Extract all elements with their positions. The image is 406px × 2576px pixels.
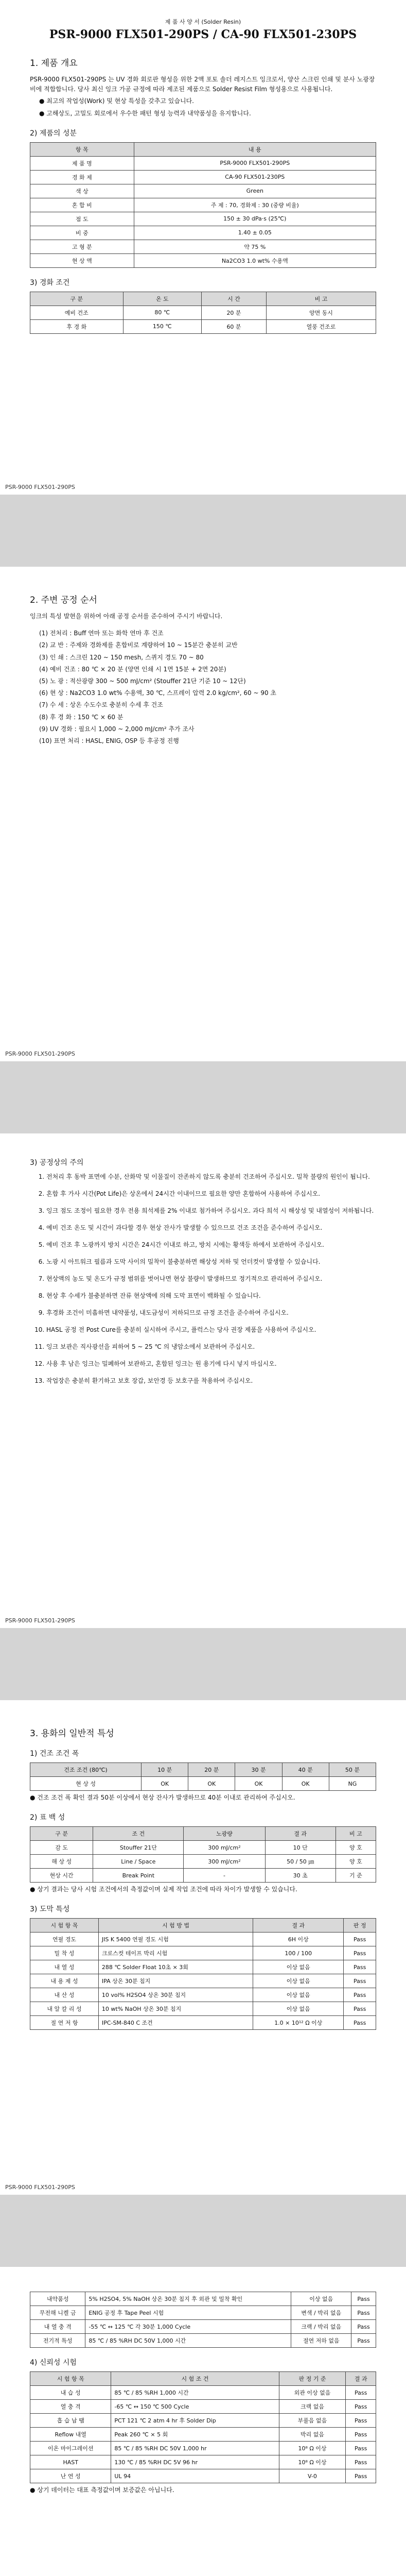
reliability-heading: 4) 신뢰성 시험: [30, 2359, 77, 2367]
table-row-cell: NG: [329, 1777, 376, 1791]
table-row-cell: 150 ± 30 dPa·s (25℃): [134, 212, 376, 226]
sensitivity-heading: 2) 표 백 성: [30, 1814, 65, 1822]
table-row-cell: 1.40 ± 0.05: [134, 226, 376, 240]
table-row-cell: 양면 동시: [266, 306, 376, 319]
table-row-cell: 85 ℃ / 85 %RH DC 50V 1,000 hr: [111, 2442, 279, 2455]
table-row-cell: 절연 저하 없음: [291, 2334, 351, 2348]
doc-title: PSR-9000 FLX501-290PS / CA-90 FLX501-230PS: [49, 28, 357, 41]
table-row-cell: 5% H2SO4, 5% NaOH 상온 30분 침지 후 외관 및 밀착 확인: [85, 2292, 291, 2306]
table-row-cell: 10⁸ Ω 이상: [279, 2442, 346, 2455]
table-row-cell: Pass: [346, 2455, 376, 2469]
reliability-note: ● 상기 데이터는 대표 측정값이며 보증값은 아닙니다.: [30, 2486, 174, 2494]
film-heading: 3) 도막 특성: [30, 1905, 70, 1914]
process-note: 9. 후경화 조건이 미흡하면 내약품성, 내도금성이 저하되므로 규정 조건을 준수하여 주십시오.: [46, 1308, 376, 1318]
table-row: [30, 2292, 376, 2306]
process-steps: [30, 629, 376, 746]
table-row-cell: 비 중: [30, 226, 134, 240]
table-row-cell: 현상 시간: [30, 1869, 93, 1883]
column-header: 판 정 기 준: [279, 2372, 346, 2386]
table-row-cell: 흡 습 납 땜: [30, 2414, 111, 2428]
table-row-cell: PSR-9000 FLX501-290PS: [134, 156, 376, 170]
table-row-cell: 10 vol% H2SO4 상온 30분 침지: [98, 1988, 253, 2002]
table-row: [30, 170, 376, 184]
table-row-cell: 내 산 성: [30, 1988, 99, 2002]
table-row-cell: 양 호: [336, 1841, 376, 1855]
column-header: 판 정: [344, 1919, 376, 1933]
table-row-cell: Stouffer 21단: [93, 1841, 184, 1855]
process-note: 12. 사용 후 남은 잉크는 밀폐하여 보관하고, 혼합된 잉크는 원 용기에 다시 넣지 마십시오.: [46, 1359, 376, 1369]
table-row-cell: HAST: [30, 2455, 111, 2469]
process-section-heading: 2. 주변 공정 순서: [30, 595, 97, 605]
page-4: [0, 1700, 406, 2195]
table-row-cell: Pass: [344, 1960, 376, 1974]
section-overview-heading: 1. 제품 개요: [30, 58, 78, 69]
table-row-cell: 내 열 성: [30, 1960, 99, 1974]
sensitivity-note: ● 상기 결과는 당사 시험 조건에서의 측정값이며 실제 작업 조건에 따라 차이가 발생할 수 있습니다.: [30, 1886, 297, 1893]
table-row: [30, 2442, 376, 2455]
process-note: 8. 현상 후 수세가 불충분하면 잔류 현상액에 의해 도막 표면이 백화될 수 있습니다.: [46, 1291, 376, 1301]
process-step: (4) 예비 건조 : 80 ℃ × 20 분 (양면 인쇄 시 1면 15분 + 2면 20분): [39, 665, 226, 673]
table-row-cell: 30 초: [265, 1869, 336, 1883]
table-row-cell: Green: [134, 184, 376, 198]
table-row-cell: 변색 / 박리 없음: [291, 2306, 351, 2320]
table-row-cell: 밀 착 성: [30, 1946, 99, 1960]
column-header: 구 분: [30, 1827, 93, 1841]
table-row: [30, 184, 376, 198]
table-row-cell: 현 상 성: [30, 1777, 142, 1791]
column-header: 시 험 항 목: [30, 2372, 111, 2386]
table-row-cell: UL 94: [111, 2469, 279, 2483]
reliability-table: [30, 2371, 376, 2483]
process-step: (2) 교 반 : 주제와 경화제를 혼합비로 계량하여 10 ~ 15분간 충분히 교반: [39, 641, 238, 649]
table-row-cell: 감 도: [30, 1841, 93, 1855]
page-footer: PSR-9000 FLX501-290PS: [5, 1617, 75, 1624]
table-row: [30, 2428, 376, 2442]
table-row-cell: 이상 없음: [291, 2292, 351, 2306]
table-row-cell: 고 형 분: [30, 240, 134, 253]
process-step: (8) 후 경 화 : 150 ℃ × 60 분: [39, 713, 123, 721]
column-header: 30 분: [235, 1763, 282, 1777]
table-row-cell: -: [184, 1869, 265, 1883]
column-header: 노광량: [184, 1827, 265, 1841]
process-note: 10. HASL 공정 전 Post Cure를 충분히 실시하여 주시고, 플럭스는 당사 권장 제품을 사용하여 주십시오.: [46, 1325, 376, 1335]
process-step: (7) 수 세 : 상온 수도수로 충분히 수세 후 건조: [39, 701, 163, 709]
table-row-cell: 내 용 제 성: [30, 1974, 99, 1988]
table-row-cell: 무전해 니켈 금: [30, 2306, 85, 2320]
process-step: (10) 표면 처리 : HASL, ENIG, OSP 등 후공정 진행: [39, 737, 179, 744]
column-header: 10 분: [142, 1763, 188, 1777]
table-row-cell: 85 ℃ / 85 %RH 1,000 시간: [111, 2386, 279, 2400]
table-row-cell: Pass: [351, 2292, 376, 2306]
table-row-cell: 해 상 성: [30, 1855, 93, 1869]
table-row-cell: 10 단: [265, 1841, 336, 1855]
table-row-cell: 이상 없음: [253, 2002, 344, 2016]
table-row-cell: 외관 이상 없음: [279, 2386, 346, 2400]
table-row-cell: 전기적 특성: [30, 2334, 85, 2348]
process-note: 3. 잉크 점도 조정이 필요한 경우 전용 희석제를 2% 이내로 첨가하여 주십시오. 과다 희석 시 해상성 및 내열성이 저하됩니다.: [46, 1206, 376, 1216]
page-2: [0, 567, 406, 1061]
table-row-cell: 내 열 충 격: [30, 2320, 85, 2334]
table-row-cell: 20 분: [202, 306, 267, 319]
column-header: 비 고: [336, 1827, 376, 1841]
page-footer: PSR-9000 FLX501-290PS: [5, 2184, 75, 2191]
table-row-cell: 내 습 성: [30, 2386, 111, 2400]
chemical-table: [30, 2292, 376, 2348]
table-row-cell: 10 wt% NaOH 상온 30분 침지: [98, 2002, 253, 2016]
table-row-cell: 난 연 성: [30, 2469, 111, 2483]
table-row-cell: 절 연 저 항: [30, 2016, 99, 2030]
column-header: 50 분: [329, 1763, 376, 1777]
table-row: [30, 1855, 376, 1869]
table-row-cell: Peak 260 ℃ × 5 회: [111, 2428, 279, 2442]
table-row-cell: OK: [188, 1777, 235, 1791]
table-row-cell: 300 mJ/cm²: [184, 1841, 265, 1855]
doc-subtitle: 제 품 사 양 서 (Solder Resin): [165, 19, 241, 25]
table-row-cell: 박리 없음: [279, 2428, 346, 2442]
table-row-cell: JIS K 5400 연필 경도 시험: [98, 1933, 253, 1946]
table-row-cell: Pass: [346, 2442, 376, 2455]
table-row-cell: CA-90 FLX501-230PS: [134, 170, 376, 184]
table-row-cell: 300 mJ/cm²: [184, 1855, 265, 1869]
table-row: [30, 1869, 376, 1883]
process-notes-heading: 3) 공정상의 주의: [30, 1159, 84, 1167]
table-row-cell: Pass: [351, 2334, 376, 2348]
table-row-cell: Pass: [346, 2386, 376, 2400]
table-row-cell: V-0: [279, 2469, 346, 2483]
page-3: [0, 1133, 406, 1628]
table-row-cell: 내약품성: [30, 2292, 85, 2306]
table-row-cell: 현 상 액: [30, 253, 134, 267]
film-table: [30, 1918, 376, 2030]
table-row-cell: OK: [282, 1777, 329, 1791]
table-row-cell: -65 ℃ ↔ 150 ℃ 500 Cycle: [111, 2400, 279, 2414]
process-note: 11. 잉크 보관은 직사광선을 피하여 5 ~ 25 ℃ 의 냉암소에서 보관하여 주십시오.: [46, 1342, 376, 1352]
table-row-cell: Pass: [344, 1933, 376, 1946]
table-row-cell: 부풀음 없음: [279, 2414, 346, 2428]
table-row-cell: Pass: [351, 2306, 376, 2320]
table-row: [30, 2414, 376, 2428]
table-row-cell: 양 호: [336, 1855, 376, 1869]
table-row-cell: Pass: [344, 1974, 376, 1988]
page-1: [0, 0, 406, 495]
table-row: [30, 198, 376, 212]
table-row: [30, 212, 376, 226]
table-row: [30, 1841, 376, 1855]
column-header: 결 과: [265, 1827, 336, 1841]
table-row-cell: 예비 건조: [30, 306, 123, 319]
process-note: 4. 예비 건조 온도 및 시간이 과다할 경우 현상 잔사가 발생할 수 있으므로 건조 조건을 준수하여 주십시오.: [46, 1223, 376, 1233]
table-row-cell: 10⁸ Ω 이상: [279, 2455, 346, 2469]
page-footer: PSR-9000 FLX501-290PS: [5, 484, 75, 490]
page-5: [0, 2267, 406, 2576]
process-note: 2. 혼합 후 가사 시간(Pot Life)은 상온에서 24시간 이내이므로 필요한 양만 혼합하여 사용하여 주십시오.: [46, 1189, 376, 1199]
column-header: 시 험 항 목: [30, 1919, 99, 1933]
table-row-cell: 이상 없음: [253, 1988, 344, 2002]
composition-table: 항 목 내 용 제 품 명 PSR-9000 FLX501-290PS 경 화 제 CA-90 FLX501-230PS 색 상 Green 혼 합 비 주 제 : 70, 경화제 : 30 (중량 비율) 점 도 150 ± 30 dPa·s (25℃) 비 중 1.40 ± 0.05 고 형 분 약 75 % 현 상 액 Na2CO3 1.0 wt% 수용액: [30, 142, 376, 268]
table-row-cell: Pass: [346, 2414, 376, 2428]
table-row-cell: 이상 없음: [253, 1960, 344, 1974]
process-note: 5. 예비 건조 후 노광까지 방치 시간은 24시간 이내로 하고, 방치 시에는 황색등 하에서 보관하여 주십시오.: [46, 1240, 376, 1250]
page-footer: PSR-9000 FLX501-290PS: [5, 1050, 75, 1057]
process-step: (1) 전처리 : Buff 연마 또는 화학 연마 후 건조: [39, 630, 164, 637]
table-row-cell: 50 / 50 ㎛: [265, 1855, 336, 1869]
composition-heading: 2) 제품의 성분: [30, 129, 77, 138]
table-row: [30, 1946, 376, 1960]
column-header: 결 과: [253, 1919, 344, 1933]
table-row-cell: 150 ℃: [123, 319, 202, 333]
table-row: [30, 2002, 376, 2016]
table-row: [30, 1974, 376, 1988]
table-row-cell: Pass: [344, 2002, 376, 2016]
table-row-cell: Reflow 내열: [30, 2428, 111, 2442]
table-row-cell: 크랙 / 박리 없음: [291, 2320, 351, 2334]
table-row-cell: Pass: [344, 1988, 376, 2002]
table-row: [30, 2334, 376, 2348]
table-row-cell: PCT 121 ℃ 2 atm 4 hr 후 Solder Dip: [111, 2414, 279, 2428]
table-row: [30, 319, 376, 333]
process-note: 6. 노광 시 아트워크 필름과 도막 사이의 밀착이 불충분하면 해상성 저하 및 언더컷이 발생할 수 있습니다.: [46, 1257, 376, 1267]
table-row: [30, 306, 376, 319]
table-row-cell: 제 품 명: [30, 156, 134, 170]
table-row-cell: 열 충 격: [30, 2400, 111, 2414]
table-row-cell: 60 분: [202, 319, 267, 333]
table-row-cell: ENIG 공정 후 Tape Peel 시험: [85, 2306, 291, 2320]
table-row-cell: -55 ℃ ↔ 125 ℃ 각 30분 1,000 Cycle: [85, 2320, 291, 2334]
table-row-cell: OK: [142, 1777, 188, 1791]
table-row: [30, 2386, 376, 2400]
column-header: 조 건: [93, 1827, 184, 1841]
process-step: (3) 인 쇄 : 스크린 120 ~ 150 mesh, 스퀴지 경도 70 ~ 80: [39, 653, 204, 661]
table-row: [30, 240, 376, 253]
table-row: [30, 1988, 376, 2002]
sensitivity-table: [30, 1826, 376, 1883]
table-row-cell: 크랙 없음: [279, 2400, 346, 2414]
table-row-cell: 열풍 건조로: [266, 319, 376, 333]
table-row-cell: 경 화 제: [30, 170, 134, 184]
cure-table: 구 분 온 도 시 간 비 고 예비 건조 80 ℃ 20 분 양면 동시 후 경 화 150 ℃ 60 분 열풍 건조로: [30, 292, 376, 334]
table-row-cell: 100 / 100: [253, 1946, 344, 1960]
table-row-cell: 점 도: [30, 212, 134, 226]
table-row-cell: 이온 마이그레이션: [30, 2442, 111, 2455]
table-row-cell: 80 ℃: [123, 306, 202, 319]
table-row-cell: Pass: [346, 2469, 376, 2483]
table-row-cell: OK: [235, 1777, 282, 1791]
table-row-cell: IPA 상온 30분 침지: [98, 1974, 253, 1988]
overview-text: PSR-9000 FLX501-290PS 는 UV 경화 회로판 형성을 위한 2액 포토 솔더 레지스트 잉크로서, 양산 스크린 인쇄 및 분사 노광장비에 적합합니다. 당사 최신 잉크 가공 규정에 따라 제조된 제품으로 Solder Resist Film 형성용으로 사용됩니다. ● 최고의 작업성(Work) 및 현상 특성을 갖추고 있습니다. ● 고해상도, 고밀도 회로에서 우수한 패턴 형성 능력과 내약품성을 유지합니다.: [30, 76, 375, 117]
table-row: [30, 1933, 376, 1946]
drying-heading: 1) 건조 조건 폭: [30, 1750, 79, 1758]
drying-note: ● 건조 조건 폭 확인 결과 50분 이상에서 현상 잔사가 발생하므로 40분 이내로 관리하여 주십시오.: [30, 1794, 295, 1801]
table-row-cell: Pass: [351, 2320, 376, 2334]
process-note: 1. 전처리 후 동박 표면에 수분, 산화막 및 이물질이 잔존하지 않도록 충분히 건조하여 주십시오. 밀착 불량의 원인이 됩니다.: [46, 1172, 376, 1182]
column-header: 시 험 방 법: [98, 1919, 253, 1933]
table-row-cell: 연필 경도: [30, 1933, 99, 1946]
column-header: 시 험 조 건: [111, 2372, 279, 2386]
table-row-cell: 주 제 : 70, 경화제 : 30 (중량 비율): [134, 198, 376, 212]
table-row: [30, 2320, 376, 2334]
table-row-cell: 85 ℃ / 85 %RH DC 50V 1,000 시간: [85, 2334, 291, 2348]
table-row: [30, 1777, 376, 1791]
table-row-cell: 후 경 화: [30, 319, 123, 333]
table-row-cell: Pass: [346, 2428, 376, 2442]
table-row-cell: 기 준: [336, 1869, 376, 1883]
table-row-cell: 혼 합 비: [30, 198, 134, 212]
table-row-cell: 288 ℃ Solder Float 10초 × 3회: [98, 1960, 253, 1974]
table-row: [30, 2016, 376, 2030]
properties-heading: 3. 용화의 일반적 특성: [30, 1728, 114, 1739]
table-row-cell: Break Point: [93, 1869, 184, 1883]
process-step: (6) 현 상 : Na2CO3 1.0 wt% 수용액, 30 ℃, 스프레이 압력 2.0 kg/cm², 60 ~ 90 초: [39, 689, 276, 697]
table-row: [30, 2306, 376, 2320]
cure-heading: 3) 경화 조건: [30, 278, 70, 287]
table-row-cell: 약 75 %: [134, 240, 376, 253]
table-row: [30, 2400, 376, 2414]
table-row-cell: Pass: [344, 1946, 376, 1960]
table-row-cell: 색 상: [30, 184, 134, 198]
column-header: 20 분: [188, 1763, 235, 1777]
process-note: 13. 작업장은 충분히 환기하고 보호 장갑, 보안경 등 보호구를 착용하여 주십시오.: [46, 1376, 376, 1386]
table-row-cell: 내 알 칼 리 성: [30, 2002, 99, 2016]
table-row: [30, 156, 376, 170]
table-row-cell: Pass: [346, 2400, 376, 2414]
column-header: 40 분: [282, 1763, 329, 1777]
table-row-cell: 1.0 × 10¹² Ω 이상: [253, 2016, 344, 2030]
table-row-cell: 130 ℃ / 85 %RH DC 5V 96 hr: [111, 2455, 279, 2469]
process-note: 7. 현상액의 농도 및 온도가 규정 범위를 벗어나면 현상 불량이 발생하므로 정기적으로 관리하여 주십시오.: [46, 1274, 376, 1284]
process-notes: [30, 1172, 376, 1386]
table-row: [30, 2469, 376, 2483]
table-row: [30, 226, 376, 240]
table-row: [30, 253, 376, 267]
table-row-cell: IPC-SM-840 C 조건: [98, 2016, 253, 2030]
table-row-cell: 6H 이상: [253, 1933, 344, 1946]
table-row-cell: Na2CO3 1.0 wt% 수용액: [134, 253, 376, 267]
table-row-cell: 이상 없음: [253, 1974, 344, 1988]
drying-table: [30, 1762, 376, 1791]
table-row: [30, 1960, 376, 1974]
table-row-cell: 크로스컷 테이프 박리 시험: [98, 1946, 253, 1960]
process-step: (5) 노 광 : 적산광량 300 ~ 500 mJ/cm² (Stouffer 21단 기준 10 ~ 12단): [39, 677, 246, 685]
column-header: 결 과: [346, 2372, 376, 2386]
table-row: [30, 2455, 376, 2469]
process-intro: 잉크의 특성 발현을 위하여 아래 공정 순서를 준수하여 주시기 바랍니다.: [30, 613, 223, 620]
table-row-cell: Line / Space: [93, 1855, 184, 1869]
table-row-cell: Pass: [344, 2016, 376, 2030]
column-header: 건조 조건 (80℃): [30, 1763, 142, 1777]
process-step: (9) UV 경화 : 필요시 1,000 ~ 2,000 mJ/cm² 추가 조사: [39, 725, 195, 733]
